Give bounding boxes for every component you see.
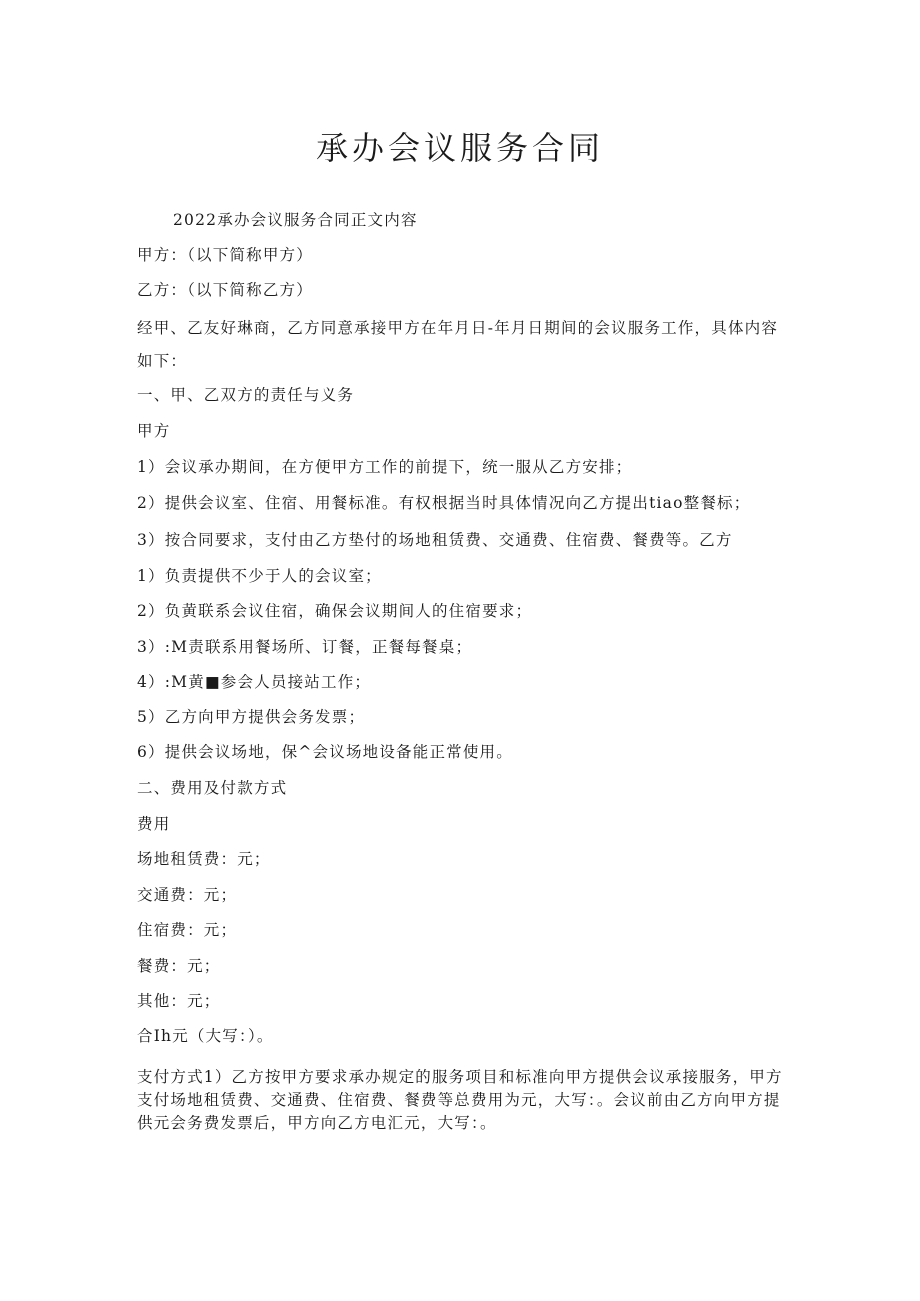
party-b-item: 4）:M黄■参会人员接站工作；	[137, 673, 372, 691]
fee-item: 场地租赁费：元；	[137, 850, 271, 868]
intro-paragraph: 经甲、乙友好琳商，乙方同意承接甲方在年月日-年月日期间的会议服务工作，具体内容如下：	[137, 319, 779, 370]
fee-item: 其他：元；	[137, 992, 221, 1010]
party-b-line: 乙方：（以下简称乙方）	[137, 281, 313, 299]
fee-item: 交通费：元；	[137, 886, 238, 904]
party-a-item: 1）会议承办期间，在方便甲方工作的前提下，统一服从乙方安排；	[137, 458, 633, 476]
party-a-line: 甲方：（以下简称甲方）	[137, 246, 313, 264]
fee-item: 餐费：元；	[137, 957, 221, 975]
party-b-item: 6）提供会议场地，保^会议场地设备能正常使用。	[137, 743, 513, 761]
payment-paragraph: 支付方式1）乙方按甲方要求承办规定的服务项目和标准向甲方提供会议承接服务，甲方支付场地租赁费、交通费、住宿费、餐费等总费用为元，大写：。会议前由乙方向甲方提供元会务费发票后，甲方向乙方电汇元，大写：。	[137, 1068, 783, 1132]
party-b-item: 1）负责提供不少于人的会议室；	[137, 567, 382, 585]
party-a-item: 2）提供会议室、住宿、用餐标准。有权根据当时具体情况向乙方提出tiao整餐标；	[137, 494, 751, 512]
document-title: 承办会议服务合同	[315, 129, 604, 167]
party-b-item: 2）负黄联系会议住宿，确保会议期间人的住宿要求；	[137, 602, 533, 620]
section-heading-fees: 二、费用及付款方式	[137, 779, 288, 797]
fee-item: 住宿费：元；	[137, 921, 238, 939]
document-subtitle: 2022承办会议服务合同正文内容	[173, 211, 418, 229]
party-a-item: 3）按合同要求，支付由乙方垫付的场地租赁费、交通费、住宿费、餐费等。乙方	[137, 531, 733, 549]
party-a-label: 甲方	[137, 422, 171, 440]
party-b-item: 3）:M责联系用餐场所、订餐，正餐每餐桌；	[137, 638, 473, 656]
party-b-item: 5）乙方向甲方提供会务发票；	[137, 708, 366, 726]
section-heading-responsibilities: 一、甲、乙双方的责任与义务	[137, 386, 355, 404]
fees-label: 费用	[137, 815, 171, 833]
fee-total: 合Ih元（大写：）。	[137, 1027, 274, 1045]
